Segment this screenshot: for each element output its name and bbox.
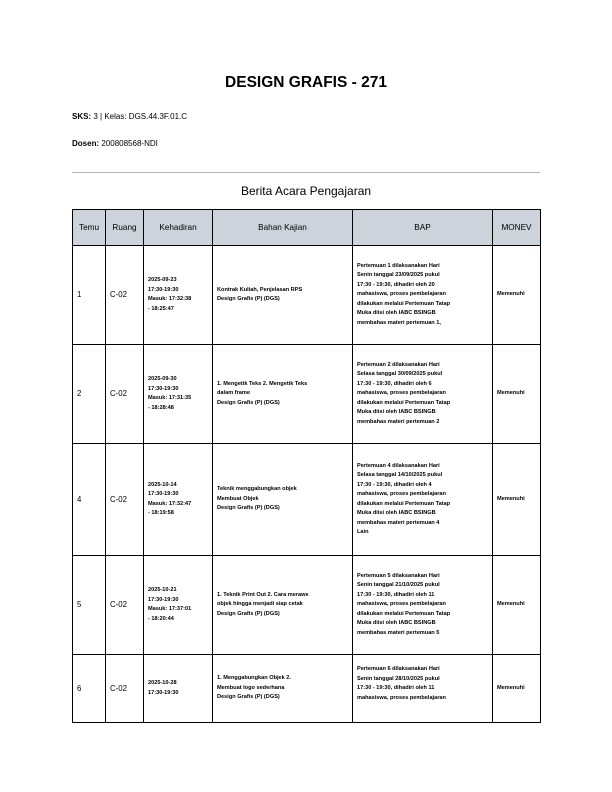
- cell-ruang: C-02: [106, 655, 144, 723]
- dosen-label: Dosen:: [72, 139, 100, 148]
- col-header-ruang: Ruang: [106, 210, 144, 246]
- cell-bahan-kajian: Teknik menggabungkan objek Membuat Objek Design Grafis (P) (DGS): [213, 444, 353, 556]
- col-header-temu: Temu: [73, 210, 106, 246]
- divider: [72, 172, 540, 173]
- sks-line: [72, 112, 187, 121]
- dosen-line: [72, 139, 158, 148]
- col-header-bap: BAP: [353, 210, 493, 246]
- cell-monev: Memenuhi: [493, 444, 541, 556]
- table-row: [73, 444, 541, 556]
- cell-ruang: C-02: [106, 246, 144, 345]
- cell-ruang: C-02: [106, 444, 144, 556]
- table-row: [73, 556, 541, 655]
- cell-kehadiran: 2025-10-14 17:30-19:30 Masuk: 17:32:47 - 18:19:58: [144, 444, 213, 556]
- cell-temu: 5: [73, 556, 106, 655]
- cell-temu: 6: [73, 655, 106, 723]
- cell-kehadiran: 2025-09-30 17:30-19:30 Masuk: 17:31:35 - 18:28:48: [144, 345, 213, 444]
- cell-kehadiran: 2025-10-28 17:30-19:30: [144, 655, 213, 723]
- cell-monev: Memenuhi: [493, 556, 541, 655]
- cell-kehadiran: 2025-10-21 17:30-19:30 Masuk: 17:37:01 - 18:20:44: [144, 556, 213, 655]
- sks-value: 3 | Kelas: DGS.44.3F.01.C: [93, 112, 188, 121]
- dosen-value: 200808568-NDI: [101, 139, 158, 148]
- col-header-bahan-kajian: Bahan Kajian: [213, 210, 353, 246]
- table-header-row: [73, 210, 541, 246]
- table-row: [73, 246, 541, 345]
- cell-bahan-kajian: 1. Teknik Print Out 2. Cara merawe objek hingga menjadi siap cetak Design Grafis (P) (DGS): [213, 556, 353, 655]
- cell-kehadiran: 2025-09-23 17:30-19:30 Masuk: 17:32:38 - 18:25:47: [144, 246, 213, 345]
- cell-monev: Memenuhi: [493, 246, 541, 345]
- cell-bap: Pertemuan 1 dilaksanakan Hari Senin tanggal 23/09/2025 pukul 17:30 - 19:30, dihadiri oleh 20 mahasiswa, proses pembelajaran dilakukan melalui Pertemuan Tatap Muka diisi oleh IABC BSINGB membahas materi pertemuan 1,: [353, 246, 493, 345]
- cell-bap: Pertemuan 4 dilaksanakan Hari Selasa tanggal 14/10/2025 pukul 17:30 - 19:30, dihadiri oleh 4 mahasiswa, proses pembelajaran dilakukan melalui Pertemuan Tatap Muka diisi oleh IABC BSINGB membahas materi pertemuan 4 Lain: [353, 444, 493, 556]
- table-row: [73, 345, 541, 444]
- cell-bahan-kajian: 1. Mengetik Teks 2. Mengetik Teks dalam frame Design Grafis (P) (DGS): [213, 345, 353, 444]
- bap-table: [72, 209, 541, 723]
- cell-temu: 4: [73, 444, 106, 556]
- cell-monev: Memenuhi: [493, 655, 541, 723]
- cell-bap: Pertemuan 2 dilaksanakan Hari Selasa tanggal 30/09/2025 pukul 17:30 - 19:30, dihadiri oleh 6 mahasiswa, proses pembelajaran dilakukan melalui Pertemuan Tatap Muka diisi oleh IABC BSINGB membahas materi pertemuan 2: [353, 345, 493, 444]
- col-header-kehadiran: Kehadiran: [144, 210, 213, 246]
- cell-ruang: C-02: [106, 556, 144, 655]
- cell-ruang: C-02: [106, 345, 144, 444]
- cell-bahan-kajian: Kontrak Kuliah, Penjelasan RPS Design Grafis (P) (DGS): [213, 246, 353, 345]
- cell-temu: 2: [73, 345, 106, 444]
- cell-monev: Memenuhi: [493, 345, 541, 444]
- section-title: Berita Acara Pengajaran: [240, 184, 372, 198]
- cell-temu: 1: [73, 246, 106, 345]
- page-title: DESIGN GRAFIS - 271: [225, 74, 387, 91]
- sks-label: SKS:: [72, 112, 92, 121]
- cell-bap: Pertemuan 5 dilaksanakan Hari Senin tanggal 21/10/2025 pukul 17:30 - 19:30, dihadiri oleh 11 mahasiswa, proses pembelajaran dilakukan melalui Pertemuan Tatap Muka diisi oleh IABC BSINGB membahas materi pertemuan 5: [353, 556, 493, 655]
- col-header-monev: MONEV: [493, 210, 541, 246]
- cell-bahan-kajian: 1. Menggabungkan Objek 2. Membuat logo sederhana Design Grafis (P) (DGS): [213, 655, 353, 723]
- table-row: [73, 655, 541, 723]
- cell-bap: Pertemuan 6 dilaksanakan Hari Senin tanggal 28/10/2025 pukul 17:30 - 19:30, dihadiri oleh 11 mahasiswa, proses pembelajaran: [353, 655, 493, 723]
